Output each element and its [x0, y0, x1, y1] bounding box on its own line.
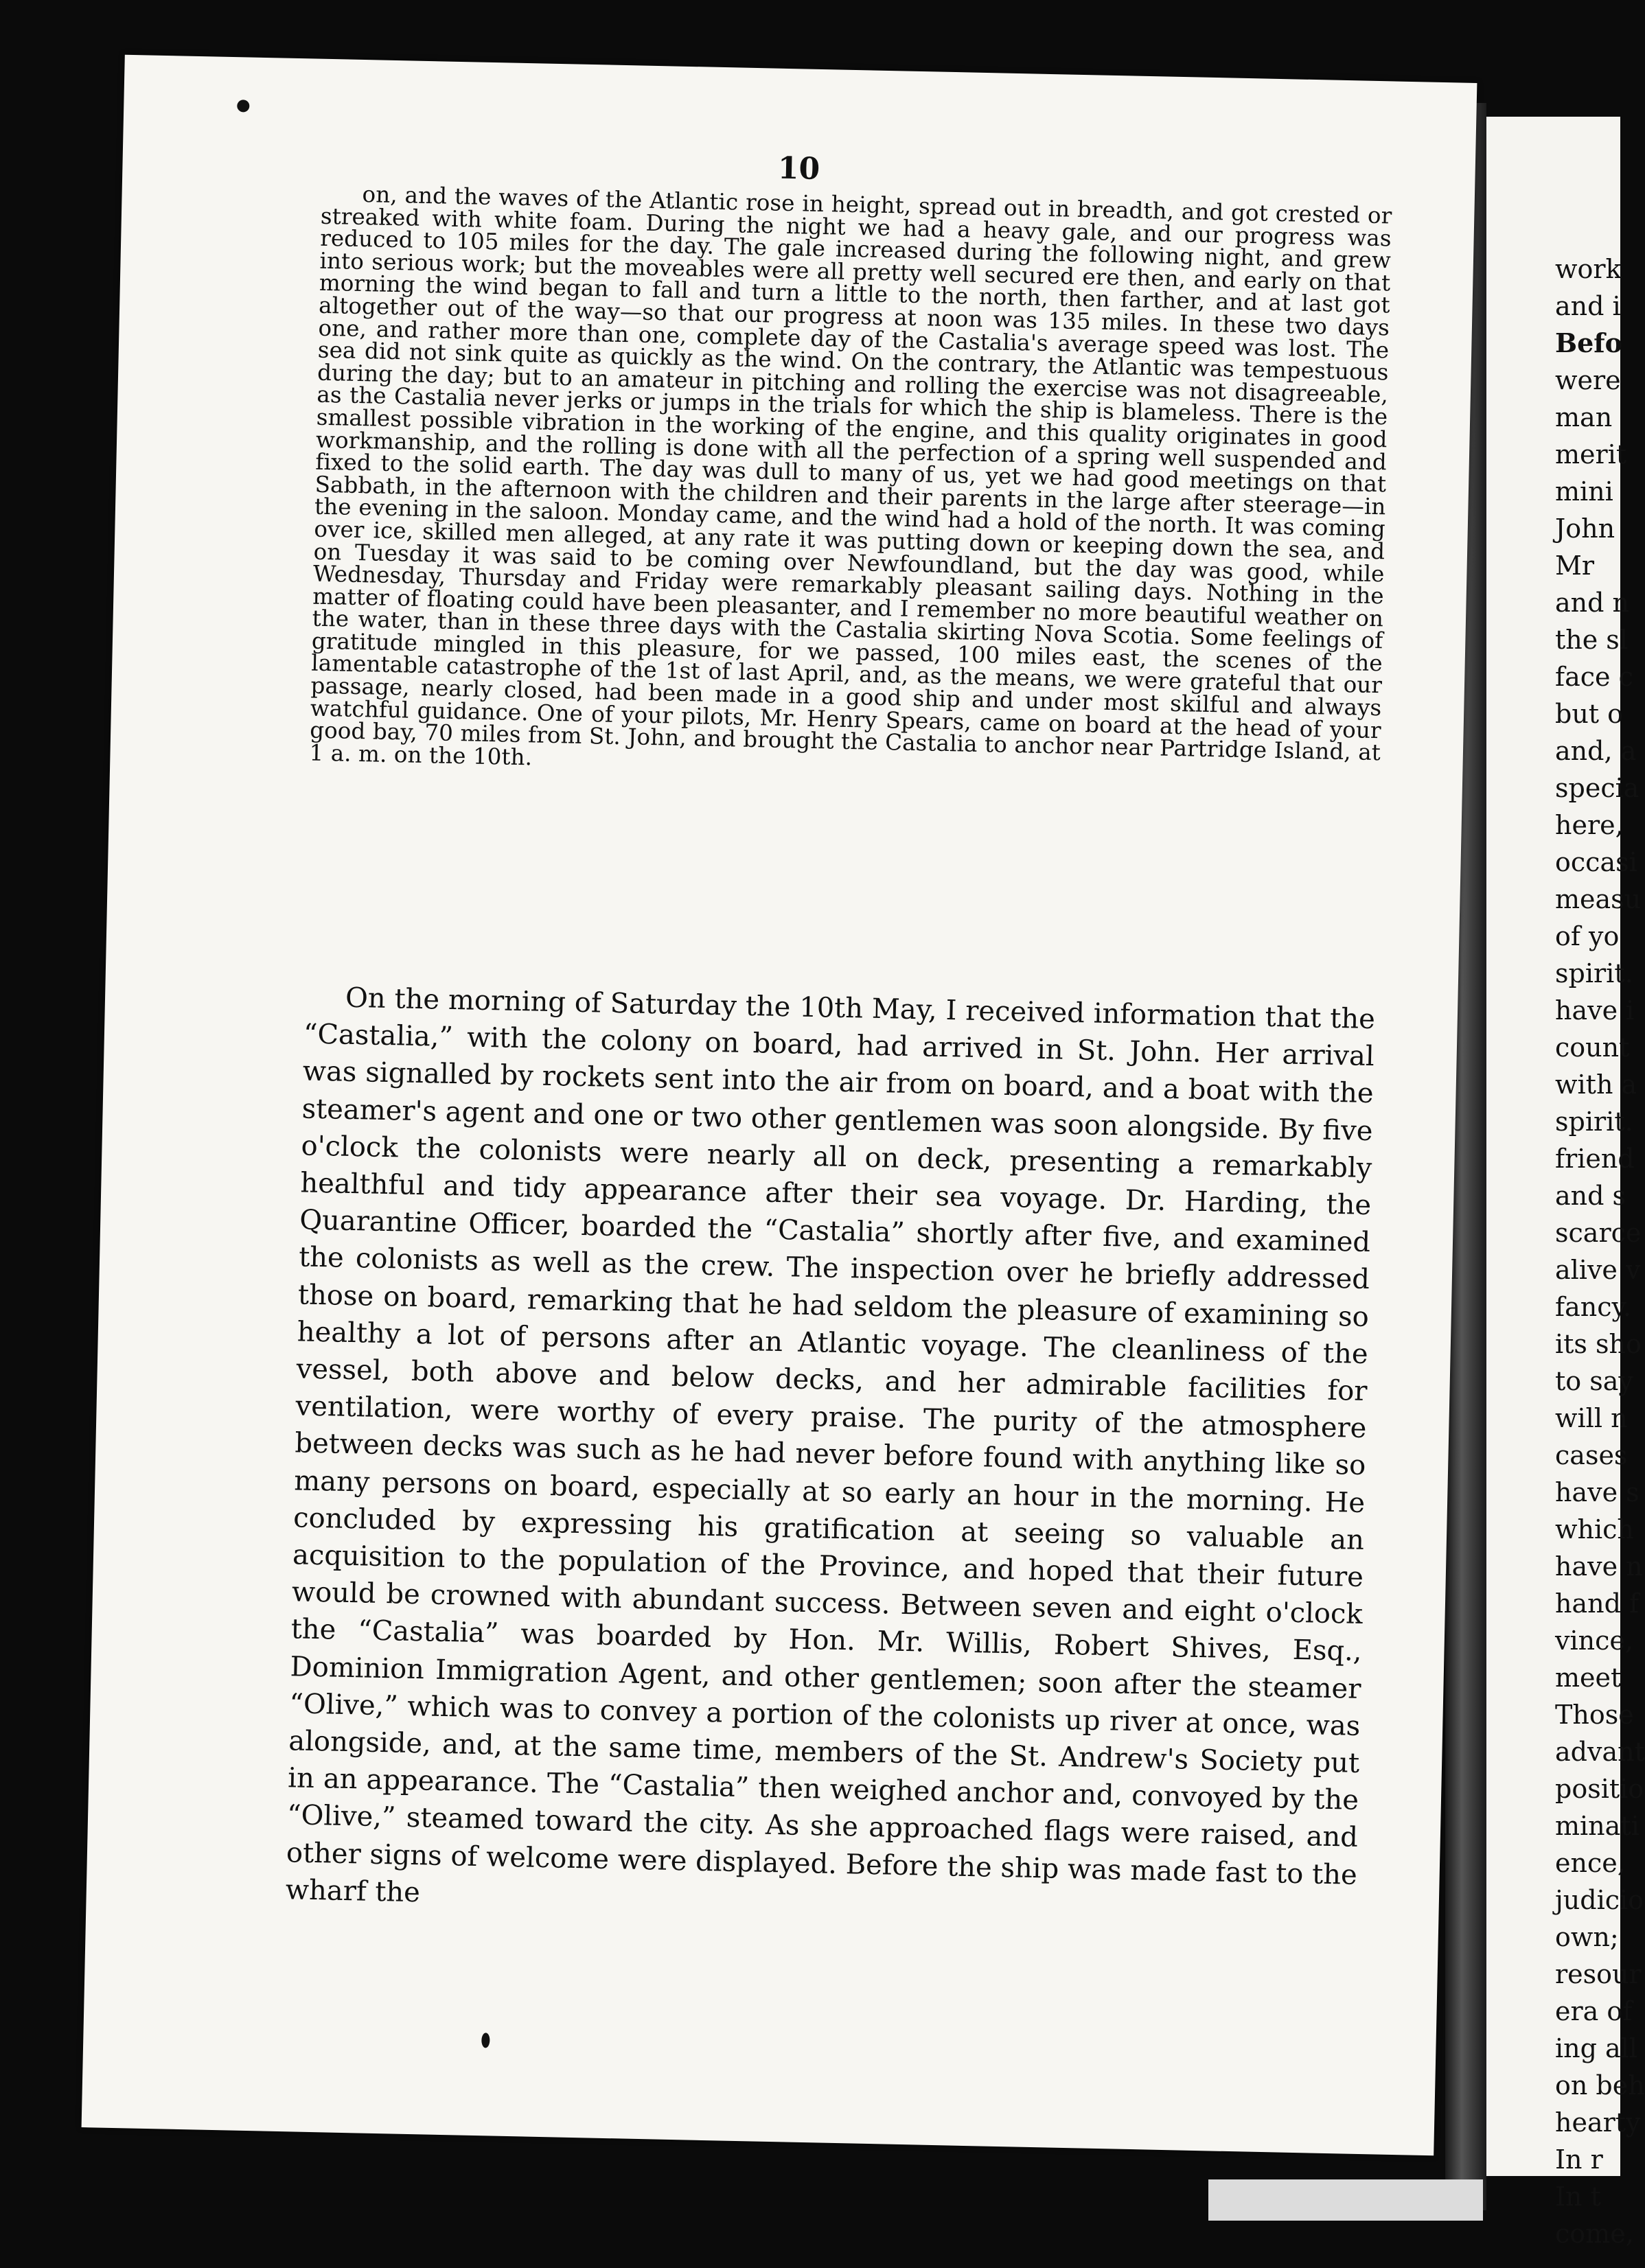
facing-page-line: alive v — [1555, 1255, 1641, 1285]
facing-page-line: vince, — [1555, 1625, 1633, 1656]
facing-page-line: here, — [1555, 810, 1624, 840]
facing-page-line: era of — [1555, 1996, 1633, 2026]
document-page — [82, 55, 1477, 2156]
facing-page-line: Mr — [1555, 551, 1595, 581]
page-number: 10 — [777, 150, 820, 187]
facing-page-line: hearty — [1555, 2107, 1641, 2138]
facing-page-line: spirit. — [1555, 958, 1633, 988]
facing-page-line: cases — [1555, 1440, 1628, 1470]
facing-page-line: hand f — [1555, 1588, 1640, 1619]
paragraph: on, and the waves of the Atlantic rose in height, spread out in breadth, and got crested or streaked with white foam. During the night we had a heavy gale, and our progress was reduced to 105 miles for the day. The gale increased during the following night, and grew into serious work; but the moveables were all pretty well secured ere then, and early on that morning the wind began to fall and turn a little to the north, then farther, and at last got altogether out of the way—so that our progress at noon was 135 miles. In these two days one, and rather more than one, complete day of the Castalia's average speed was lost. The sea did not sink quite as quickly as the wind. On the contrary, the Atlantic was tempestuous during the day; but to an amateur in pitching and rolling the exercise was not disagreeable, as the Castalia never jerks or jumps in the trials for which the ship is blameless. There is the smallest possible vibration in the working of the engine, and this quality originates in good workmanship, and the rolling is done with all the perfection of a spring well suspended and fixed to the solid earth. The day was dull to many of us, yet we had good meetings on that Sabbath, in the afternoon with the children and their parents in the large after steerage—in the evening in the saloon. Monday came, and the wind had a hold of the north. It was coming over ice, skilled men alleged, at any rate it was putting down or keeping down the sea, and on Tuesday it was said to be coming over Newfoundland, but the day was good, while Wednesday, Thursday and Friday were remarkably pleasant sailing days. Nothing in the matter of floating could have been pleasanter, and I remember no more beautiful weather on the water, than in these three days with the Castalia skirting Nova Scotia. Some feelings of gratitude mingled in this pleasure, for we passed, 100 miles east, the scenes of the lamentable catastrophe of the 1st of last April, and, as the means, we were grateful that our passage, nearly closed, had been made in a good ship and under most skilful and always watchful guidance. One of your pilots, Mr. Henry Spears, came on board at the head of your good bay, 70 miles from St. John, and brought the Castalia to anchor near Partridge Island, at 1 a. m. on the 10th. — [309, 181, 1392, 771]
facing-page-line: John — [1555, 513, 1615, 544]
ink-speck — [237, 100, 249, 112]
facing-page-line: and, a — [1555, 736, 1637, 766]
facing-page-line: spirit. — [1555, 1107, 1633, 1137]
paragraph: On the morning of Saturday the 10th May, I received information that the “Castalia,” with the colony on board, had arrived in St. John. Her arrival was signalled by rockets sent into the air from on board, and a boat with the steamer's agent and one or two other gentlemen was soon alongside. By five o'clock the colonists were nearly all on deck, presenting a remarkably healthful and tidy appearance after their sea voyage. Dr. Harding, the Quarantine Officer, boarded the “Castalia” shortly after five, and examined the colonists as well as the crew. The inspection over he briefly addressed those on board, remarking that he had seldom the pleasure of examining so healthy a lot of persons after an Atlantic voyage. The cleanliness of the vessel, both above and below decks, and her admirable facilities for ventilation, were worthy of every praise. The purity of the atmosphere between decks was such as he had never before found with anything like so many persons on board, especially at so early an hour in the morning. He concluded by expressing his gratification at seeing so valuable an acquisition to the population of the Province, and hoped that their future would be crowned with abundant success. Between seven and eight o'clock the “Castalia” was boarded by Hon. Mr. Willis, Robert Shives, Esq., Dominion Immigration Agent, and other gentlemen; soon after the steamer “Olive,” which was to convey a portion of the colonists up river at once, was alongside, and, at the same time, members of the St. Andrew's Society put in an appearance. The “Castalia” then weighed anchor and, convoyed by the “Olive,” steamed toward the city. As she approached flags were raised, and other signs of welcome were displayed. Before the ship was made fast to the wharf the — [285, 982, 1376, 1909]
facing-page-line: fancy. — [1555, 1292, 1631, 1322]
facing-page-line: have i — [1555, 995, 1635, 1026]
facing-page-text — [1555, 251, 1645, 2252]
facing-page-line: measu — [1555, 884, 1642, 914]
facing-page-line: and n — [1555, 588, 1630, 618]
facing-page-line: ing all — [1555, 2033, 1637, 2063]
ink-speck — [481, 2033, 490, 2048]
report-text — [285, 978, 1375, 1930]
facing-page-line: and i — [1555, 291, 1621, 321]
facing-page-line: will n — [1555, 1403, 1628, 1433]
facing-page-line: count — [1555, 1032, 1630, 1063]
facing-page-line: come, — [1555, 2219, 1634, 2249]
facing-page-line: have s — [1555, 1477, 1640, 1507]
facing-page-line: own; — [1555, 1922, 1619, 1952]
letter-text — [309, 183, 1392, 787]
facing-page-line: on beh — [1555, 2070, 1645, 2101]
facing-page-line: work — [1555, 254, 1622, 284]
facing-page-line: to say — [1555, 1366, 1633, 1396]
facing-page — [1486, 117, 1645, 2249]
facing-page-line: minati — [1555, 1811, 1640, 1841]
facing-page-line: but o — [1555, 699, 1624, 729]
facing-page-line: specia — [1555, 773, 1640, 803]
facing-page-line: In r — [1555, 2144, 1603, 2175]
facing-page-line: ence, — [1555, 1848, 1626, 1878]
facing-page-line: were — [1555, 365, 1621, 395]
facing-page-line: and s — [1555, 1181, 1626, 1211]
facing-page-line: man — [1555, 402, 1613, 432]
facing-page-line: its sho — [1555, 1329, 1642, 1359]
facing-page-line: have n — [1555, 1551, 1643, 1582]
facing-page-line: with a — [1555, 1069, 1637, 1100]
facing-page-line: merit — [1555, 439, 1627, 470]
facing-page-line: judicio — [1555, 1885, 1644, 1915]
facing-page-line: the sl — [1555, 625, 1628, 655]
facing-page-line: resour — [1555, 1959, 1642, 1989]
facing-page-line: of yo — [1555, 921, 1620, 951]
facing-page-line: In t — [1555, 2182, 1601, 2212]
facing-page-line: mini — [1555, 476, 1613, 507]
facing-page-line: positio — [1555, 1774, 1644, 1804]
facing-page-line: face c — [1555, 662, 1633, 692]
facing-page-line: occasi — [1555, 847, 1637, 877]
facing-page-line: Those — [1555, 1700, 1634, 1730]
facing-page-line: advant — [1555, 1737, 1645, 1767]
facing-page-line: which — [1555, 1514, 1634, 1544]
facing-page-line: Befo — [1555, 327, 1622, 358]
facing-page-line: meet — [1555, 1663, 1622, 1693]
facing-page-line: friend — [1555, 1144, 1635, 1174]
facing-page-line: scarce — [1555, 1218, 1642, 1248]
page-edge — [1208, 2179, 1483, 2221]
